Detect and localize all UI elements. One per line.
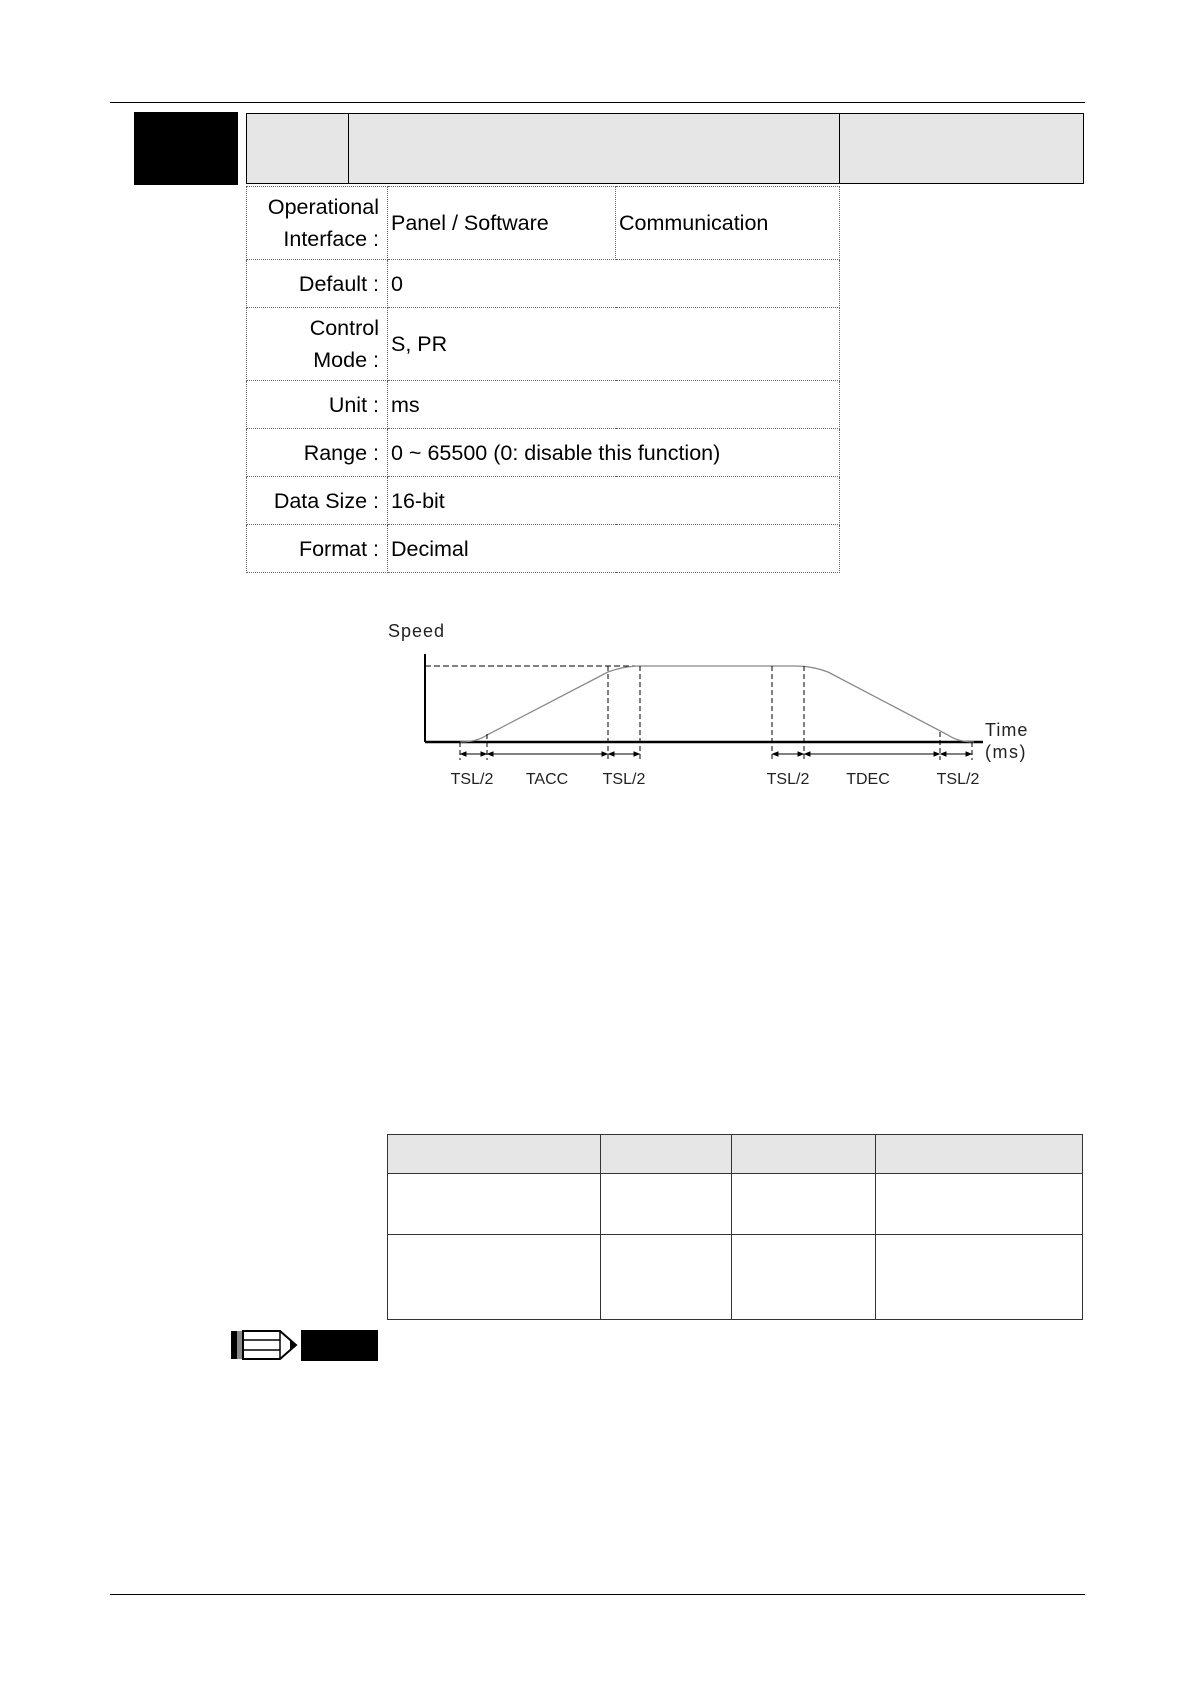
value-unit: ms <box>388 381 840 429</box>
time-markers <box>460 666 972 760</box>
label-unit: Unit : <box>247 381 388 429</box>
x-axis-label-unit: (ms) <box>985 742 1027 762</box>
table-cell <box>388 1235 601 1320</box>
pencil-note-icon <box>230 1328 300 1362</box>
row-data-size <box>247 477 840 525</box>
table-header-row <box>388 1135 1083 1174</box>
value-range: 0 ~ 65500 (0: disable this function) <box>388 429 840 477</box>
footer-rule <box>110 1594 1085 1595</box>
table-cell <box>601 1235 732 1320</box>
row-format <box>247 525 840 573</box>
value-default: 0 <box>388 260 840 308</box>
label-data-size: Data Size : <box>247 477 388 525</box>
row-operational-interface <box>247 187 840 260</box>
note-label-bar <box>301 1330 378 1361</box>
y-axis-label: Speed <box>388 621 446 641</box>
table-row <box>388 1235 1083 1320</box>
table-row <box>388 1174 1083 1235</box>
value-communication: Communication <box>616 187 840 260</box>
label-format: Format : <box>247 525 388 573</box>
parameter-header <box>246 113 1084 184</box>
value-format: Decimal <box>388 525 840 573</box>
label-operational-interface: Operational Interface : <box>247 187 388 260</box>
header-cell-reference <box>840 114 1083 183</box>
value-panel-software: Panel / Software <box>388 187 616 260</box>
label-control-mode: Control Mode : <box>247 308 388 381</box>
header-rule <box>110 102 1085 103</box>
header-cell <box>876 1135 1083 1174</box>
row-unit <box>247 381 840 429</box>
value-control-mode: S, PR <box>388 308 840 381</box>
label-tsl-1: TSL/2 <box>450 771 494 788</box>
label-tsl-2: TSL/2 <box>602 771 646 788</box>
table-cell <box>601 1174 732 1235</box>
parameter-properties-table <box>246 186 840 573</box>
row-control-mode <box>247 308 840 381</box>
label-default: Default : <box>247 260 388 308</box>
table-cell <box>732 1235 876 1320</box>
header-cell-address <box>247 114 349 183</box>
label-range: Range : <box>247 429 388 477</box>
header-cell <box>601 1135 732 1174</box>
table-cell <box>876 1235 1083 1320</box>
speed-curve <box>460 666 974 742</box>
interval-arrows <box>461 752 971 756</box>
header-cell-name <box>349 114 840 183</box>
label-tsl-3: TSL/2 <box>766 771 810 788</box>
header-cell <box>732 1135 876 1174</box>
label-tacc: TACC <box>525 771 569 788</box>
row-range <box>247 429 840 477</box>
row-default <box>247 260 840 308</box>
s-curve-speed-diagram <box>380 620 1040 800</box>
table-cell <box>876 1174 1083 1235</box>
label-tdec: TDEC <box>846 771 890 788</box>
interval-labels <box>451 771 980 788</box>
x-axis-label-time: Time <box>985 720 1029 740</box>
value-data-size: 16-bit <box>388 477 840 525</box>
table-cell <box>388 1174 601 1235</box>
label-tsl-4: TSL/2 <box>936 771 980 788</box>
parameter-code-tab <box>134 112 238 185</box>
parameter-example-table <box>387 1134 1083 1320</box>
table-cell <box>732 1174 876 1235</box>
header-cell <box>388 1135 601 1174</box>
